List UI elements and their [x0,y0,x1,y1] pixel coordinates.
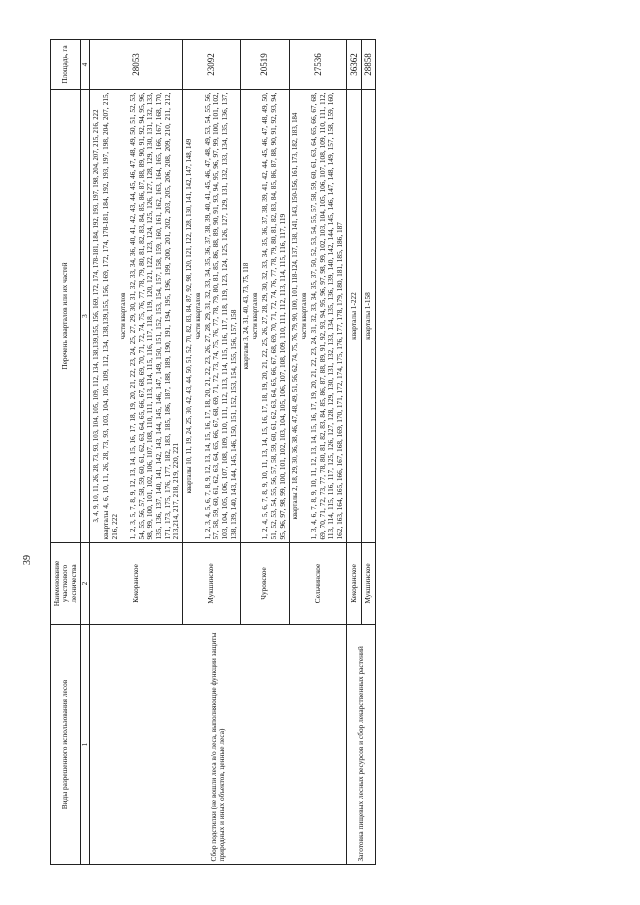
header-row [51,40,81,865]
parts-label: части кварталов [252,292,260,340]
area-cell: 27536 [289,40,346,90]
area-cell: 23092 [183,40,240,90]
forest-use-table [50,39,376,865]
header-use: Виды разрешенного использования лесов [51,625,81,865]
table-row [90,40,183,865]
header-quarters: Перечень кварталов или их частей [51,90,81,543]
quarters-head: кварталы 2, 18, 29, 30, 36, 38, 46, 47, 48, 49, 51, 56, 62, 74, 75, 76, 79, 90, 100, 101, 118-124, 137, 138, 141, 143, 150-156, 161, 173, 182, 183, 184 [292,112,300,520]
column-number-row [80,40,90,865]
quarters-cell [90,90,183,543]
parts-list: 1, 2, 3, 4, 5, 6, 7, 8, 9, 12, 13, 14, 15, 16, 17, 18, 20, 21, 22, 23, 26, 27, 28, 29, 31, 32, 33, 34, 35, 36, 37, 38, 39, 40, 41, 45, 46, 47, 48, 49, 53, 54, 55, 56, 57, 58, 59, 60, 61, 62, 63, 64, 65, 66, 67, 68, 69, 71, 72, 73, 74, 75, 76, 77, 78, 79, 80, 81, 85, 86, 88, 89, 90, 91, 93, 94, 95, 96, 97, 99, 100, 101, 102, 103, 104, 105, 106, 107, 108, 109, 110, 111, 112, 113, 114, 115, 116, 117, 118, 119, 123, 124, 125, 126, 127, 129, 131, 132, 133, 134, 135, 136, 137, 138, 139, 140, 143, 144, 145, 146, 150, 151, 152, 153, 154, 155, 156, 157, 158 [202,92,238,540]
col-number: 1 [80,625,90,865]
forestry-cell: Сельчинское [289,543,346,625]
quarters-cell: кварталы 1-222 [347,90,362,543]
col-number: 3 [80,90,90,543]
use-type-cell: Заготовка пищевых лесных ресурсов и сбор лекарственных растений [347,625,376,865]
header-forestry: Наименование участкового лесничества [51,543,81,625]
quarters-cell [240,90,289,543]
forestry-cell: Чуровское [240,543,289,625]
rotated-table-container [50,40,585,865]
area-cell: 20519 [240,40,289,90]
quarters-list: кварталы 4, 6, 10, 11, 26, 28, 73, 93, 103, 104, 105, 109, 112, 134, 138,139,155, 156, 169, 172, 174, 178-181, 184, 192, 193, 197, 198, 204, 207, 215, 216, 222 [100,92,119,540]
parts-label: части кварталов [120,292,128,340]
forestry-cell: Кекоранское [347,543,362,625]
quarters-cell [289,90,346,543]
area-cell: 28053 [90,40,183,90]
parts-list: 1, 3, 4, 6, 7, 8, 9, 10, 11, 12, 13, 14, 15, 16, 17, 19, 20, 21, 22, 23, 24, 31, 32, 33, 34, 35, 37, 50, 52, 53, 54, 55, 57, 58, 59, 60, 61, 63, 64, 65, 66, 67, 68, 69, 70, 71, 72, 73, 77, 78, 80, 81, 82, 83, 84, 85, 86, 87, 88, 89, 91, 92, 93, 94, 95, 96, 97, 98, 99, 102, 103, 104, 105, 106, 107, 108, 109, 110, 111, 112, 113, 114, 115, 116, 117, 125, 126, 127, 128, 129, 130, 131, 132, 133, 134, 135, 136, 139, 140, 142, 144, 145, 146, 147, 148, 149, 157, 158, 159, 160, 162, 163, 164, 165, 166, 167, 168, 169, 170, 171, 172, 174, 175, 176, 177, 178, 179, 180, 181, 185, 186, 187 [309,92,345,540]
quarters-cell [183,90,240,543]
forestry-cell: Кекоранское [90,543,183,625]
parts-label: части кварталов [194,292,202,340]
parts-list: 1, 2, 4, 5, 6, 7, 8, 9, 10, 11, 13, 14, 15, 16, 17, 18, 19, 20, 21, 22, 25, 26, 27, 28, 29, 30, 32, 33, 34, 35, 36, 37, 38, 39, 41, 42, 44, 45, 46, 47, 48, 49, 50, 51, 52, 53, 54, 55, 56, 57, 58, 59, 60, 61, 62, 63, 64, 65, 66, 67, 68, 69, 70, 71, 72, 74, 76, 77, 78, 79, 80, 81, 82, 83, 84, 85, 86, 87, 88, 90, 91, 92, 93, 94, 95, 96, 97, 98, 99, 100, 101, 102, 103, 104, 105, 106, 107, 108, 109, 110, 111, 112, 113, 114, 115, 116, 117, 119 [260,92,287,540]
area-cell: 36362 [347,40,362,90]
table-row [347,40,362,865]
quarters-head: кварталы 3, 24, 31, 40, 43, 73, 75, 118 [243,262,251,370]
header-area: Площадь, га [51,40,81,90]
col-number: 2 [80,543,90,625]
page-number: 39 [22,555,33,565]
quarters-cell: кварталы 1-158 [361,90,376,543]
col-number: 4 [80,40,90,90]
quarters-head: 3, 4, 9, 10, 11, 26, 28, 73, 93, 103, 104, 105, 109, 112, 134, 138,139,155, 156, 169, 172, 174, 178-181, 184, 192, 193, 197, 198, 204, 207, 215, 216, 222 [92,109,100,523]
parts-label: части кварталов [301,292,309,340]
quarters-head: кварталы 10, 11, 19, 24, 25, 30, 42, 43, 44, 50, 51, 52, 70, 82, 83, 84, 87, 92, 98, 120, 121, 122, 128, 130, 141, 142, 147, 148, 149 [185,138,193,494]
use-type-cell: Сбор подстилки (не вошли леса в/о леса, выполняющие функции защиты природных и иных объектов, ценные леса) [90,625,347,865]
forestry-cell: Мукшинское [183,543,240,625]
forestry-cell: Мукшинское [361,543,376,625]
area-cell: 28858 [361,40,376,90]
parts-list: 1, 2, 3, 5, 7, 8, 9, 12, 13, 14, 15, 16, 17, 18, 19, 20, 21, 22, 23, 24, 25, 27, 29, 30, 31, 32, 33, 34, 36, 40, 41, 42, 43, 44, 45, 46, 47, 48, 49, 50, 51, 52, 53, 54, 55, 56, 57, 58, 59, 60, 61, 62, 63, 64, 65, 66, 67, 68, 69, 70, 71, 72, 74, 75, 76, 77, 78, 79, 80, 81, 82, 83, 84, 85, 86, 87, 88, 89, 90, 91, 92, 94, 95, 96, 98, 99, 100, 101, 102, 106, 107, 108, 110, 111, 113, 114, 115, 116, 117, 118, 119, 120, 121, 122, 123, 124, 125, 126, 127, 128, 129, 130, 131, 132, 133, 135, 136, 137, 140, 141, 142, 143, 144, 145, 146, 147, 149, 150, 151, 152, 153, 154, 157, 158, 159, 160, 161, 162, 163, 164, 165, 166, 167, 168, 170, 171, 173, 175, 176, 177, 182, 183, 185, 186, 187, 188, 189, 190, 191, 194, 195, 196, 199, 200, 201, 202, 203, 205, 206, 208, 209, 210, 211, 212, 213,214, 217, 218, 219, 220, 221 [128,92,181,540]
